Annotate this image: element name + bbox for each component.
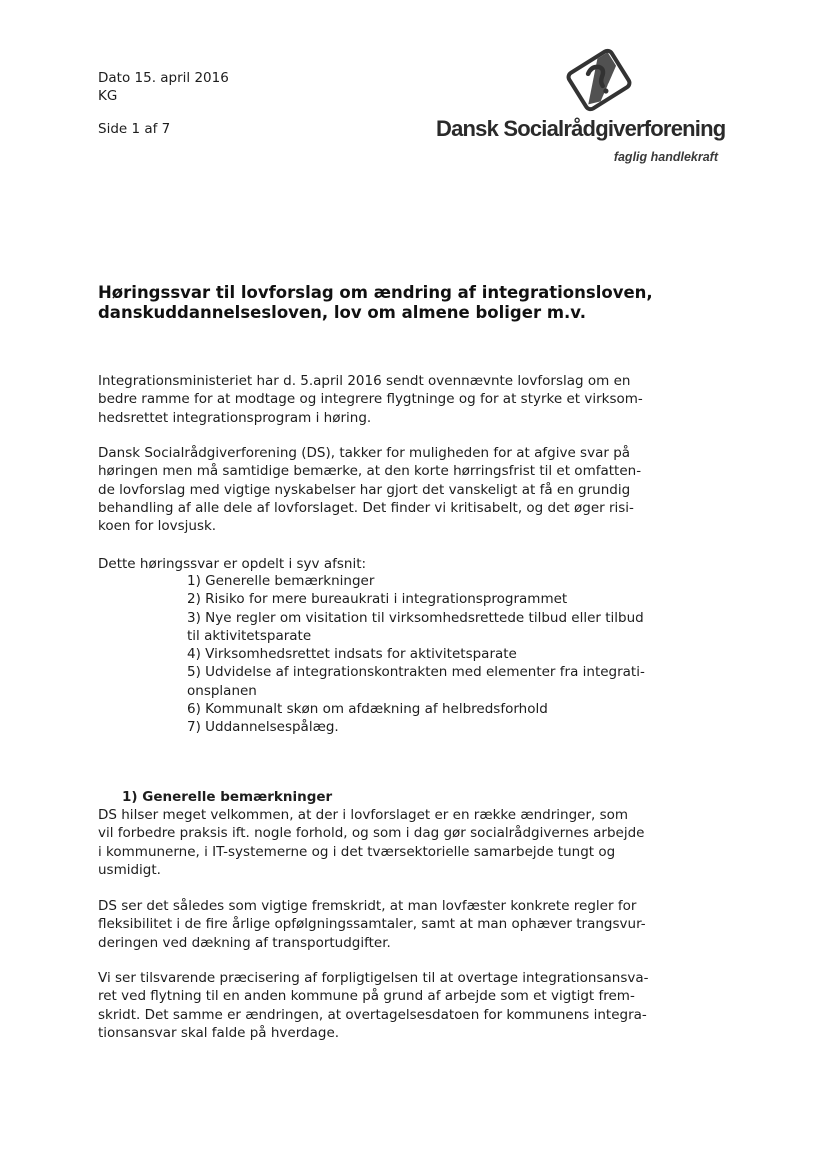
paragraph-general-remarks <box>98 806 688 879</box>
title-line: danskuddannelsesloven, lov om almene boliger m.v. <box>98 303 586 322</box>
title-line: Høringssvar til lovforslag om ændring af integrationsloven, <box>98 283 653 302</box>
toc-item <box>187 700 677 718</box>
text-line: ret ved flytning til en anden kommune på grund af arbejde som et vigtigt frem- <box>98 988 635 1005</box>
toc-item <box>187 590 677 608</box>
toc-item-text: onsplanen <box>187 682 257 699</box>
paragraph-response <box>98 444 688 535</box>
toc-item <box>187 572 677 590</box>
text-line: koen for lovsjusk. <box>98 518 217 535</box>
text-line: behandling af alle dele af lovforslaget. Det finder vi kritisabelt, og det øger risi- <box>98 499 634 516</box>
organization-name: Dansk Socialrådgiverforening <box>436 116 726 141</box>
logo-mark-icon <box>559 47 639 113</box>
toc-item-text: 4) Virksomhedsrettet indsats for aktivitetsparate <box>187 646 517 663</box>
paragraph-responsibility <box>98 969 688 1042</box>
page-number: Side 1 af 7 <box>98 121 171 137</box>
toc-item-text: 1) Generelle bemærkninger <box>187 573 375 589</box>
text-line: hedsrettet integrationsprogram i høring. <box>98 409 372 426</box>
text-line: de lovforslag med vigtige nyskabelser har gjort det vanskeligt at få en grundig <box>98 481 631 498</box>
paragraph-progress <box>98 897 688 952</box>
toc-intro: Dette høringssvar er opdelt i syv afsnit: <box>98 556 367 572</box>
text-line: i kommunerne, i IT-systemerne og i det tværsektorielle samarbejde tungt og <box>98 843 616 860</box>
toc-item-text: 2) Risiko for mere bureaukrati i integrationsprogrammet <box>187 591 568 608</box>
text-line: Dansk Socialrådgiverforening (DS), takker for muligheden for at afgive svar på <box>98 445 631 461</box>
text-line: Vi ser tilsvarende præcisering af forpligtigelsen til at overtage integrationsansva- <box>98 970 649 986</box>
document-title <box>98 283 698 323</box>
text-line: DS hilser meget velkommen, at der i lovforslaget er en række ændringer, som <box>98 807 629 823</box>
text-line: fleksibilitet i de fire årlige opfølgningssamtaler, samt at man ophæver trangsvur- <box>98 916 646 933</box>
text-line: DS ser det således som vigtige fremskridt, at man lovfæster konkrete regler for <box>98 898 637 914</box>
text-line: vil forbedre praksis ift. nogle forhold, og som i dag gør socialrådgivernes arbejde <box>98 825 645 842</box>
toc-item-text: 3) Nye regler om visitation til virksomhedsrettede tilbud eller tilbud <box>187 609 644 626</box>
text-line: tionsansvar skal falde på hverdage. <box>98 1024 340 1041</box>
author-initials: KG <box>98 88 118 104</box>
text-line: skridt. Det samme er ændringen, at overtagelsesdatoen for kommunens integra- <box>98 1006 647 1023</box>
section-heading: 1) Generelle bemærkninger <box>122 789 333 805</box>
paragraph-intro <box>98 372 688 427</box>
organization-tagline: faglig handlekraft <box>613 150 718 164</box>
text-line: høringen men må samtidige bemærke, at den korte hørringsfrist til et omfatten- <box>98 463 642 480</box>
toc-item <box>187 645 677 663</box>
text-line: bedre ramme for at modtage og integrere flygtninge og for at styrke et virksom- <box>98 391 643 408</box>
toc-item-text: 5) Udvidelse af integrationskontrakten med elementer fra integrati- <box>187 664 645 681</box>
toc-item-text: 6) Kommunalt skøn om afdækning af helbredsforhold <box>187 701 548 718</box>
table-of-contents <box>187 572 677 737</box>
toc-item <box>187 663 677 700</box>
text-line: deringen ved dækning af transportudgifter. <box>98 934 391 951</box>
text-line: usmidigt. <box>98 861 161 878</box>
toc-item <box>187 718 677 736</box>
document-date: Dato 15. april 2016 <box>98 70 229 86</box>
toc-item-text: 7) Uddannelsespålæg. <box>187 719 339 736</box>
toc-item <box>187 609 677 646</box>
toc-item-text: til aktivitetsparate <box>187 627 312 644</box>
text-line: Integrationsministeriet har d. 5.april 2016 sendt ovennævnte lovforslag om en <box>98 373 631 389</box>
